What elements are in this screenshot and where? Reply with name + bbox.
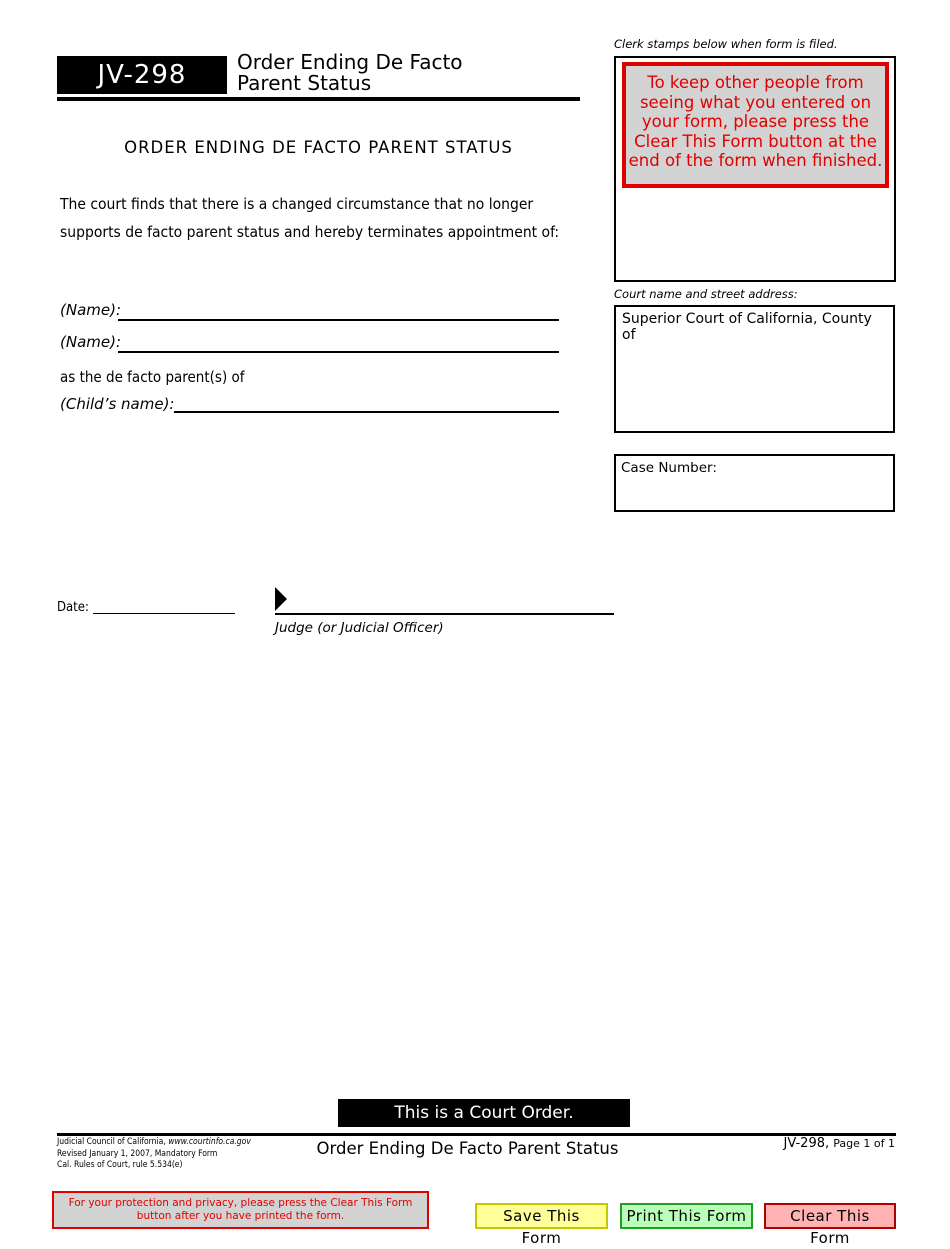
- name-field-2[interactable]: [118, 351, 559, 353]
- form-title-line-2: Parent Status: [237, 71, 372, 95]
- child-name-label: (Child’s name):: [60, 395, 175, 413]
- footer-title: Order Ending De Facto Parent Status: [316, 1139, 619, 1158]
- signature-arrow-icon: [275, 587, 287, 611]
- case-number-label: Case Number:: [621, 460, 717, 476]
- child-name-field[interactable]: [174, 411, 559, 413]
- name-field-1[interactable]: [118, 319, 559, 321]
- court-address-value: Superior Court of California, County of: [622, 311, 872, 343]
- parent-of-text: as the de facto parent(s) of: [60, 368, 245, 386]
- finding-line-2: supports de facto parent status and hereby terminates appointment of:: [60, 223, 560, 241]
- court-address-label: Court name and street address:: [614, 287, 798, 301]
- rule-text: Cal. Rules of Court, rule 5.534(e): [57, 1160, 183, 1170]
- court-address-field[interactable]: [614, 305, 895, 433]
- page-title: ORDER ENDING DE FACTO PARENT STATUS: [124, 138, 513, 157]
- form-title: [237, 52, 577, 94]
- footer-divider: [57, 1133, 896, 1136]
- court-finding-text: [60, 190, 580, 246]
- judge-signature-line: [275, 613, 614, 615]
- date-label: Date:: [57, 600, 89, 615]
- council-site: www.courtinfo.ca.gov: [168, 1137, 251, 1147]
- bottom-privacy-notice: For your protection and privacy, please press the Clear This Form button after you have printed the form.: [52, 1191, 429, 1229]
- print-form-button[interactable]: Print This Form: [620, 1203, 753, 1229]
- clerk-stamp-label: Clerk stamps below when form is filed.: [614, 37, 838, 51]
- case-number-field[interactable]: [614, 454, 895, 512]
- judge-label: Judge (or Judicial Officer): [275, 620, 444, 636]
- finding-line-1: The court finds that there is a changed circumstance that no longer: [60, 195, 534, 213]
- footer-page-info: [784, 1136, 895, 1151]
- header-divider: [57, 97, 580, 101]
- form-id-badge: JV-298: [57, 56, 227, 94]
- clear-form-button[interactable]: Clear This Form: [764, 1203, 896, 1229]
- privacy-notice: To keep other people from seeing what you entered on your form, please press the Clear This Form button at the end of the form when finished.: [622, 62, 889, 188]
- footer-form-ref: JV-298,: [783, 1136, 830, 1151]
- name-label-1: (Name):: [60, 301, 122, 319]
- footer-citation: [57, 1137, 251, 1172]
- form-title-line-1: Order Ending De Facto: [237, 50, 463, 74]
- council-text: Judicial Council of California,: [57, 1137, 166, 1147]
- court-order-banner: This is a Court Order.: [338, 1099, 630, 1127]
- date-field[interactable]: [93, 613, 235, 614]
- name-label-2: (Name):: [60, 333, 122, 351]
- revised-text: Revised January 1, 2007, Mandatory Form: [57, 1148, 218, 1159]
- save-form-button[interactable]: Save This Form: [475, 1203, 608, 1229]
- page-number: Page 1 of 1: [833, 1137, 895, 1150]
